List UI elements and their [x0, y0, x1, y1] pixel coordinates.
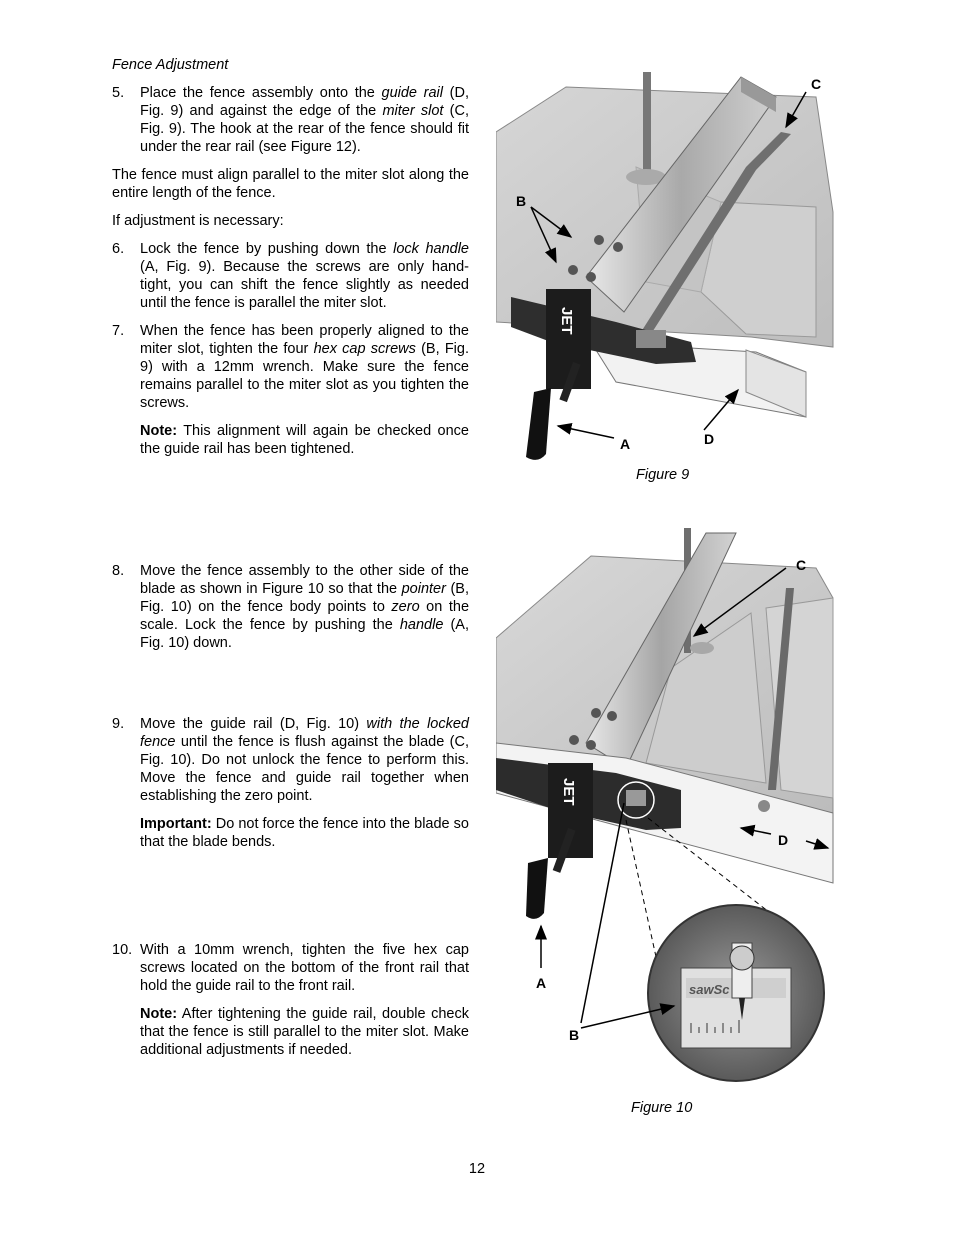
text-column-top — [112, 56, 469, 458]
emphasized-term: lock handle — [393, 241, 469, 257]
label-c-fig10: C — [796, 557, 807, 573]
emphasized-term: with the locked fence — [140, 716, 469, 750]
text-run: on the scale. Lock the fence by pushing the — [140, 599, 470, 633]
important-step-9 — [112, 815, 469, 851]
note-label: Note: — [140, 1006, 178, 1022]
text-run: until the fence is flush against the blade (C, Fig. 10). Do not unlock the fence to perform this. Move the fence and guide rail together when establishing the zero point. — [140, 734, 469, 804]
step-text — [140, 323, 469, 411]
note-text: After tightening the guide rail, double check that the fence is still parallel to the miter slot. Make additional adjustments if needed. — [140, 1006, 469, 1058]
text-column-step-8 — [112, 562, 469, 652]
emphasized-term: pointer — [401, 581, 446, 597]
label-d-fig10: D — [778, 832, 789, 848]
step-text — [140, 563, 469, 651]
note-label: Important: — [140, 816, 212, 832]
label-b-fig9: B — [516, 193, 527, 209]
label-b-fig10: B — [569, 1027, 580, 1043]
brand-logo-fig10: JET — [560, 778, 577, 806]
emphasized-term: zero — [391, 599, 420, 615]
label-a-fig10: A — [536, 975, 547, 991]
section-title: Fence Adjustment — [112, 57, 229, 73]
step-text — [140, 241, 469, 311]
text-run: Place the fence assembly onto the — [140, 85, 382, 101]
note-step-7 — [112, 422, 469, 458]
paragraph-parallel: The fence must align parallel to the miter slot along the entire length of the fence. — [112, 167, 469, 201]
text-run: (D, Fig. 9) and against the edge of the — [140, 85, 469, 119]
text-column-step-10 — [112, 941, 469, 1059]
note-label: Note: — [140, 423, 178, 439]
text-run: (C, Fig. 9). The hook at the rear of the fence should fit under the rear rail (see Figure 12). — [140, 103, 470, 155]
step-number: 7. — [112, 323, 125, 339]
step-9 — [112, 715, 469, 805]
step-number: 8. — [112, 563, 125, 579]
step-number: 6. — [112, 241, 125, 257]
step-text — [140, 942, 469, 994]
figure-10-illustration — [496, 528, 836, 1100]
text-run: (B, Fig. 10) on the fence body points to — [140, 581, 469, 615]
emphasized-term: miter slot — [382, 103, 444, 119]
label-c-fig9: C — [811, 76, 822, 92]
text-run: Move the fence assembly to the other side of the blade as shown in Figure 10 so that the — [140, 563, 469, 597]
text-run: (B, Fig. 9) with a 12mm wrench. Make sure the fence remains parallel to the miter slot as you tighten the screws. — [140, 341, 469, 411]
label-d-fig9: D — [704, 431, 715, 447]
step-7 — [112, 322, 469, 412]
text-run: With a 10mm wrench, tighten the five hex cap screws located on the bottom of the front rail that hold the guide rail to the front rail. — [140, 942, 469, 994]
brand-logo-fig9: JET — [558, 307, 575, 335]
figure-10-caption: Figure 10 — [631, 1100, 693, 1116]
label-a-fig9: A — [620, 436, 631, 452]
emphasized-term: hex cap screws — [313, 341, 416, 357]
paragraph-if-adjustment: If adjustment is necessary: — [112, 213, 284, 229]
text-run: (A, Fig. 10) down. — [140, 617, 469, 651]
note-text: Do not force the fence into the blade so that the blade bends. — [140, 816, 469, 850]
step-6 — [112, 240, 469, 312]
figure-9-caption: Figure 9 — [636, 467, 690, 483]
step-8 — [112, 562, 469, 652]
emphasized-term: guide rail — [381, 85, 443, 101]
step-number: 10. — [112, 942, 133, 958]
text-run: Lock the fence by pushing down the — [140, 241, 394, 257]
step-text — [140, 716, 469, 804]
text-column-step-9 — [112, 715, 469, 851]
page-number: 12 — [468, 1161, 486, 1177]
text-run: (A, Fig. 9). Because the screws are only hand-tight, you can shift the fence slightly as needed until the fence is parallel the miter slot. — [140, 259, 469, 311]
step-5 — [112, 84, 469, 156]
figure-9-illustration — [496, 72, 836, 467]
step-number: 5. — [112, 85, 125, 101]
step-number: 9. — [112, 716, 125, 732]
text-run: Move the guide rail (D, Fig. 10) — [140, 716, 367, 732]
note-step-10 — [112, 1005, 469, 1059]
emphasized-term: handle — [399, 617, 444, 633]
scale-label: sawSc — [689, 982, 730, 997]
note-text: This alignment will again be checked once the guide rail has been tightened. — [140, 423, 469, 457]
step-text — [140, 85, 469, 155]
text-run: When the fence has been properly aligned to the miter slot, tighten the four — [140, 323, 469, 357]
step-10 — [112, 941, 469, 995]
